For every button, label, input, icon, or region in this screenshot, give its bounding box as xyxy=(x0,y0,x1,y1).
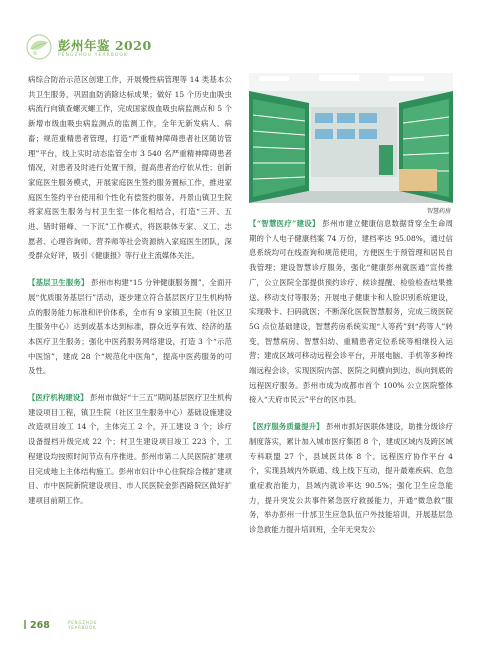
page-header xyxy=(24,34,224,64)
page-bar-mark xyxy=(24,620,26,629)
left-column xyxy=(28,73,232,509)
photo-caption: 智慧药房 xyxy=(426,208,451,215)
page-number xyxy=(24,620,50,631)
page-footer xyxy=(24,620,224,634)
footer-subtitle-line1: PENGZHOU xyxy=(68,620,98,625)
section-facility-construction xyxy=(28,391,232,509)
right-column xyxy=(249,73,453,538)
intro-paragraph: 病综合防治示范区创建工作，开展慢性病管理等 14 类基本公共卫生服务，巩固血防消除达标成果；做好 15 个历史血吸虫病流行向镇查螺灭螺工作，完成国家级血吸虫病监测点和 5 个新增市级血吸虫病监测点的监测工作，全年无新发病人、病畜；规范重精患者管理，打造“严重精神障碍患者社区随访管理”平台，线上实时动态监管全市 3 540 名严重精神障碍患者情况，对患者及时进行处置干预，提高患者治疗依从性；创新家庭医生服务模式，开展家庭医生签约服务置标工作，推进家庭医生签约平台使用和个性化有偿签约服务。丹景山镇卫生院将家庭医生服务与村卫生室一体化相结合，打造“三开、五进、错时错峰、一下沉”工作模式，将医联体专家、义工、志愿者、心理咨询师、营养师等社会资源纳入家庭医生团队，深受群众好评，吸引《健康报》等行业主流媒体关注。 xyxy=(28,75,232,261)
smart-pharmacy-photo xyxy=(249,73,453,203)
section-body: 彭州市抓好医联体建设，助推分级诊疗制度落实，累计加入城市医疗集团 8 个，建成区域内及跨区域专科联盟 27 个，县域医共体 8 个。远程医疗协作平台 4 个，实现县域内外联通、线上线下互动，提升最难疾病、危急重症救治能力，县域内就诊率达 90.5%；强化卫生应急能力，提升突发公共事件紧急医疗救援能力，开通“微急救”服务，举办彭州一什邡卫生应急队伍户外技能培训，开展基层急诊急救能力提升培训班，全年无突发公 xyxy=(249,422,453,535)
yearbook-subtitle: PENGZHOU YEARBOOK xyxy=(58,53,129,58)
section-body: 彭州市建立健康信息数据背穿全生命周期的个人电子健康档案 74 万份，建档率达 95.08%，通过信息系统均可在线查询和规范使用，方便医生于预管理和居民自我管理；建设智慧诊疗服务，强化“健康彭州就医通”宣传推广，公立医院全部提供预约诊疗、候诊提醒、检验检查结果推送、移动支付等服务；开展电子健康卡和人脸识别系统建设，实现吸卡、扫码就医；不断深化医院智慧服务，完成三级医院 5G 点位基础建设，智慧药房系统实现“人等药”到“药等人”转变，智慧病房、智慧妇幼、重精患者定位系统等相继投入运营；建成区域可移动远程会诊平台，开展电脑、手机等多种终端远程会诊，实现医院内部、医院之间横向到边、纵向到底的远程医疗服务。彭州市成为成都市首个 100% 公立医院整体接入“天府市民云”平台的区市县。 xyxy=(249,219,453,405)
footer-subtitle xyxy=(68,620,97,630)
lotus-leaf-emblem-icon xyxy=(24,34,54,60)
section-primary-health xyxy=(28,276,232,379)
yearbook-title: 彭州年鉴 2020 xyxy=(58,38,152,53)
section-tag: 【基层卫生服务】 xyxy=(28,278,89,288)
section-tag: 【“智慧医疗”建设】 xyxy=(249,219,320,228)
section-service-quality xyxy=(249,420,453,538)
footer-subtitle-line2: YEARBOOK xyxy=(68,625,97,630)
section-body: 彭州市构建“15 分钟健康服务圈”，全面开展“优质服务基层行”活动，逐步建立符合基层医疗卫生机构特点的服务能力标准和评价体系，全市有 9 家镇卫生院（社区卫生服务中心）达到或基本达到标准，群众近享有效、经济的基本医疗卫生服务；强化中医药服务网络建设，打造 3 个“示范中医馆”，建成 28 个“规范化中医角”，提高中医药服务的可及性。 xyxy=(28,278,232,376)
section-tag: 【医疗服务质量提升】 xyxy=(249,422,324,432)
section-tag: 【医疗机构建设】 xyxy=(28,393,88,403)
section-smart-healthcare xyxy=(249,217,453,408)
page-number-text: 268 xyxy=(30,620,50,631)
section-body: 彭州市做好“十三五”期间基层医疗卫生机构建设项目工程，镇卫生院（社区卫生服务中心）基础设施建设改造项目竣工 14 个，主体完工 2 个，开工建设 3 个；诊疗设备提档升级完成 22 个；村卫生建设项目竣工 223 个，工程建设均按照时间节点有序推进。彭州市第二人民医院扩建项目完成地上主体结构施工。彭州市妇计中心住院综合楼扩建项目、市中医院新院建设项目、市人民医院金彭西路院区做好扩建项目前期工作。 xyxy=(28,393,233,505)
